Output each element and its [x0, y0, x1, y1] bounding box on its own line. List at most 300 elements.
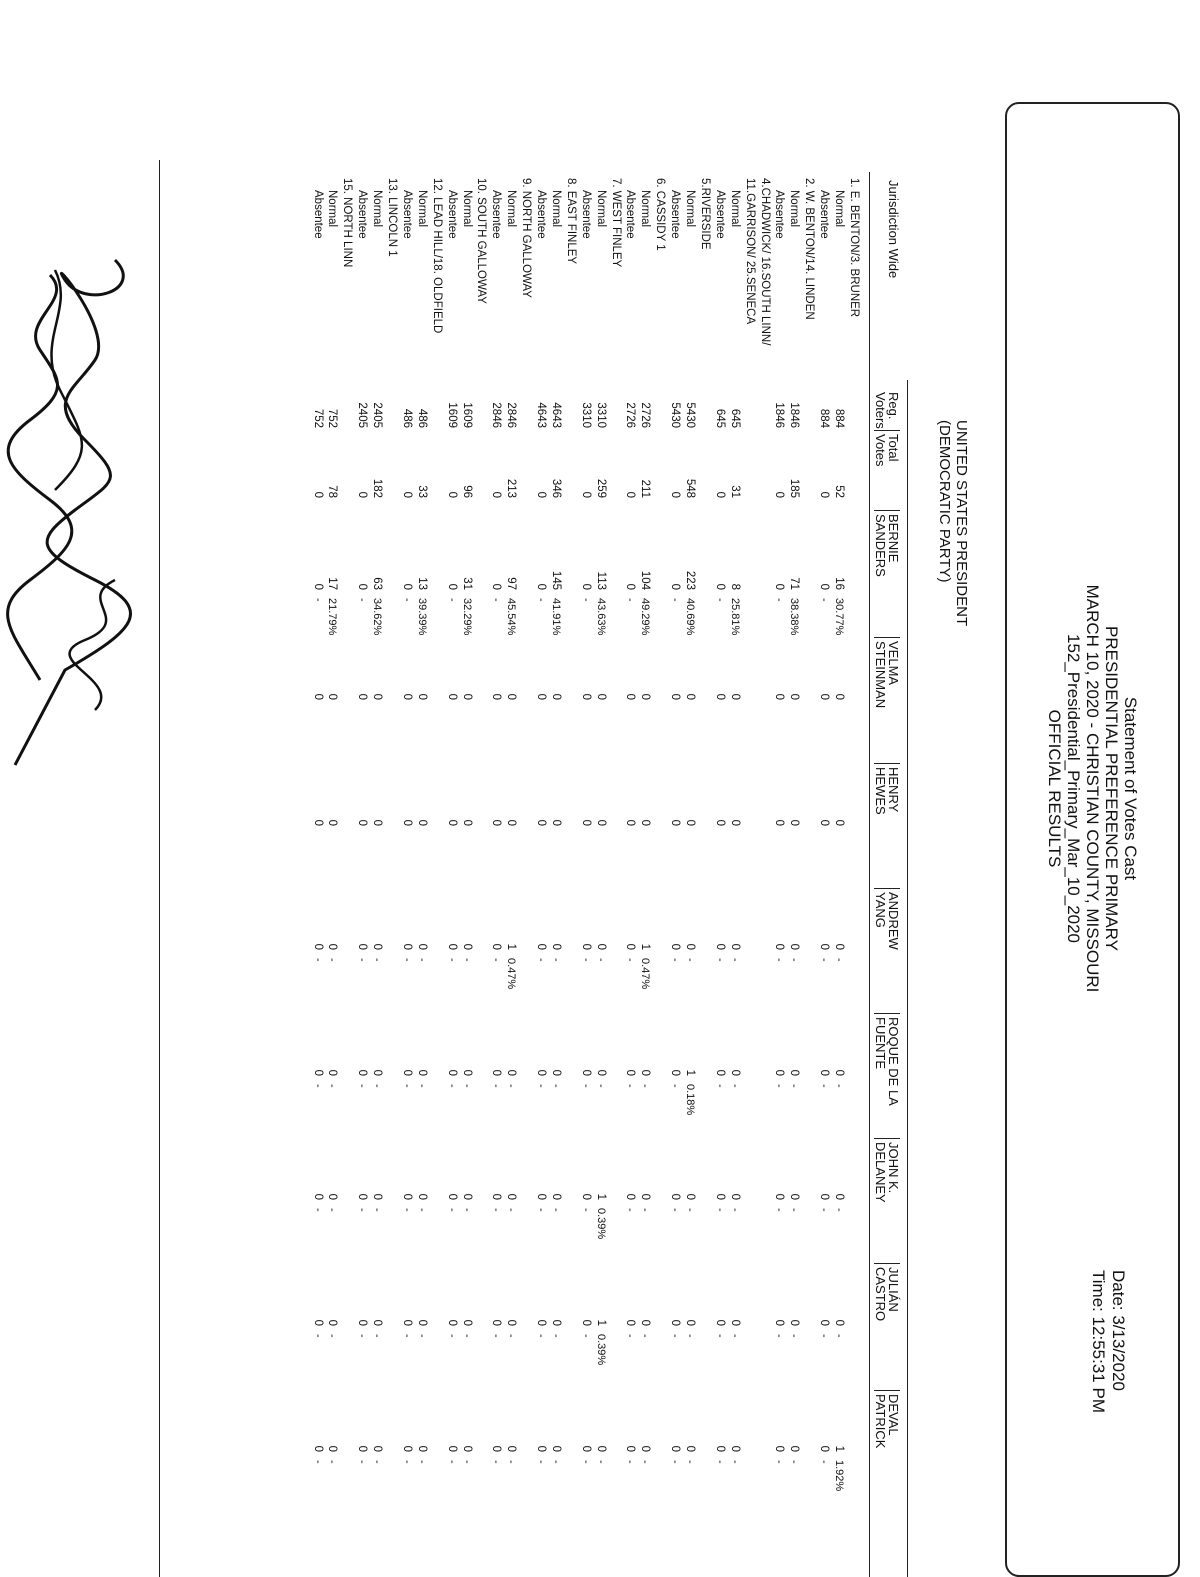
cell-yang-percent: - — [728, 958, 741, 962]
col-sanders: BERNIE SANDERS — [874, 510, 900, 577]
cell-fuente-percent: - — [550, 1084, 562, 1088]
cell-hewes: 0 — [311, 819, 324, 826]
table-row — [354, 0, 368, 1577]
cell-patrick-percent: - — [356, 1460, 369, 1464]
cell-castro: 0 — [356, 1319, 369, 1326]
col-steinman: VELMA STEINMAN — [874, 637, 900, 708]
cell-reg: 2846 — [505, 402, 518, 428]
cell-fuente-percent: - — [773, 1084, 786, 1088]
cell-castro-percent: - — [728, 1334, 741, 1338]
cell-patrick: 0 — [371, 1445, 384, 1452]
col-yang: ANDREW YANG — [874, 888, 900, 950]
row-label: Normal — [505, 190, 518, 228]
cell-sanders: 63 — [371, 577, 384, 590]
cell-total: 185 — [788, 478, 801, 498]
cell-steinman: 0 — [401, 693, 413, 700]
cell-patrick: 0 — [579, 1445, 592, 1452]
cell-yang-percent: - — [773, 958, 786, 962]
table-row — [816, 0, 830, 1577]
cell-delaney: 0 — [490, 1193, 503, 1200]
cell-delaney: 0 — [639, 1193, 652, 1200]
cell-castro: 0 — [669, 1319, 682, 1326]
cell-yang-percent: - — [594, 958, 607, 962]
cell-yang-percent: - — [713, 958, 726, 962]
cell-fuente-percent: - — [713, 1084, 726, 1088]
row-label: 7. WEST FINLEY — [609, 178, 622, 268]
cell-patrick-percent: - — [773, 1460, 786, 1464]
cell-yang-percent: - — [326, 958, 339, 962]
cell-steinman: 0 — [728, 693, 741, 700]
cell-delaney: 0 — [356, 1193, 369, 1200]
cell-yang: 0 — [371, 943, 384, 950]
row-label: 10. SOUTH GALLOWAY — [475, 178, 488, 304]
cell-fuente: 0 — [311, 1069, 324, 1076]
precinct-header-row — [801, 0, 815, 1577]
row-label: Normal — [371, 190, 384, 228]
cell-patrick: 0 — [356, 1445, 369, 1452]
cell-fuente: 0 — [460, 1069, 473, 1076]
cell-hewes: 0 — [371, 819, 384, 826]
cell-yang: 0 — [415, 943, 428, 950]
cell-fuente-percent: - — [728, 1084, 741, 1088]
row-label: 13. LINCOLN 1 — [386, 178, 399, 257]
cell-fuente: 0 — [550, 1069, 562, 1076]
cell-sanders-percent: 34.62% — [371, 598, 384, 636]
cell-reg: 2405 — [356, 402, 369, 428]
cell-delaney: 0 — [460, 1193, 473, 1200]
cell-hewes: 0 — [401, 819, 413, 826]
row-label: Absentee — [624, 190, 637, 239]
cell-reg: 4643 — [550, 402, 562, 428]
cell-castro-percent: - — [326, 1334, 339, 1338]
cell-steinman: 0 — [639, 693, 652, 700]
cell-yang: 0 — [624, 943, 637, 950]
cell-fuente-percent: - — [490, 1084, 503, 1088]
cell-total: 78 — [326, 485, 339, 498]
cell-patrick-percent: - — [818, 1460, 831, 1464]
cell-sanders: 0 — [535, 583, 548, 590]
col-castro: JULIÁN CASTRO — [874, 1263, 900, 1321]
cell-steinman: 0 — [624, 693, 637, 700]
cell-castro: 0 — [326, 1319, 339, 1326]
cell-hewes: 0 — [773, 819, 786, 826]
cell-castro-percent: - — [579, 1334, 592, 1338]
cell-castro-percent: - — [311, 1334, 324, 1338]
cell-delaney: 0 — [445, 1193, 458, 1200]
cell-total: 0 — [401, 491, 413, 498]
row-label: Normal — [728, 190, 741, 228]
cell-patrick: 0 — [326, 1445, 339, 1452]
precinct-header-row — [757, 0, 771, 1577]
cell-patrick-percent: - — [535, 1460, 548, 1464]
cell-castro-percent: - — [401, 1334, 413, 1338]
cell-patrick: 1 — [833, 1445, 846, 1452]
cell-delaney: 0 — [728, 1193, 741, 1200]
cell-total: 211 — [639, 479, 652, 498]
cell-patrick-percent: - — [401, 1460, 413, 1464]
cell-sanders-percent: - — [401, 598, 413, 602]
cell-fuente: 0 — [356, 1069, 369, 1076]
cell-patrick: 0 — [311, 1445, 324, 1452]
row-label: Absentee — [311, 190, 324, 239]
cell-delaney-percent: - — [684, 1208, 697, 1212]
cell-delaney-percent: - — [490, 1208, 503, 1212]
cell-castro-percent: - — [415, 1334, 428, 1338]
table-row — [533, 0, 547, 1577]
cell-fuente: 0 — [624, 1069, 637, 1076]
cell-hewes: 0 — [639, 819, 652, 826]
cell-delaney: 0 — [788, 1193, 801, 1200]
cell-delaney-percent: - — [669, 1208, 682, 1212]
row-label: Normal — [326, 190, 339, 228]
cell-fuente: 0 — [669, 1069, 682, 1076]
row-label: Normal — [788, 190, 801, 228]
cell-castro: 0 — [415, 1319, 428, 1326]
cell-castro: 0 — [371, 1319, 384, 1326]
cell-delaney-percent: - — [311, 1208, 324, 1212]
cell-fuente: 0 — [639, 1069, 652, 1076]
cell-steinman: 0 — [326, 693, 339, 700]
cell-steinman: 0 — [713, 693, 726, 700]
report-time: Time: 12:55:31 PM — [1089, 1270, 1108, 1413]
cell-sanders: 0 — [445, 583, 458, 590]
cell-steinman: 0 — [311, 693, 324, 700]
cell-yang-percent: - — [624, 958, 637, 962]
cell-patrick: 0 — [535, 1445, 548, 1452]
cell-fuente: 1 — [684, 1069, 697, 1076]
row-label: Absentee — [445, 190, 458, 239]
cell-fuente-percent: - — [356, 1084, 369, 1088]
cell-sanders: 104 — [639, 570, 652, 590]
table-bottom-rule — [159, 160, 160, 1577]
cell-castro: 0 — [788, 1319, 801, 1326]
cell-castro-percent: - — [371, 1334, 384, 1338]
cell-yang: 0 — [669, 943, 682, 950]
cell-patrick-percent: - — [594, 1460, 607, 1464]
cell-total: 0 — [713, 491, 726, 498]
table-row — [727, 0, 741, 1577]
cell-fuente-percent: - — [818, 1084, 831, 1088]
cell-yang: 0 — [833, 943, 846, 950]
cell-yang-percent: - — [445, 958, 458, 962]
cell-patrick: 0 — [594, 1445, 607, 1452]
table-row — [772, 0, 786, 1577]
cell-sanders: 8 — [728, 583, 741, 590]
row-label: Absentee — [773, 190, 786, 239]
cell-reg: 2846 — [490, 402, 503, 428]
cell-hewes: 0 — [624, 819, 637, 826]
cell-hewes: 0 — [490, 819, 503, 826]
cell-castro-percent: - — [818, 1334, 831, 1338]
table-row — [712, 0, 726, 1577]
cell-reg: 3310 — [594, 402, 607, 428]
row-label: 2. W. BENTON/14. LINDEN — [803, 178, 816, 320]
cell-patrick-percent: - — [624, 1460, 637, 1464]
cell-steinman: 0 — [579, 693, 592, 700]
cell-castro: 0 — [579, 1319, 592, 1326]
cell-steinman: 0 — [594, 693, 607, 700]
cell-steinman: 0 — [490, 693, 503, 700]
cell-patrick: 0 — [713, 1445, 726, 1452]
cell-steinman: 0 — [535, 693, 548, 700]
cell-hewes: 0 — [684, 819, 697, 826]
cell-yang-percent: - — [818, 958, 831, 962]
cell-hewes: 0 — [326, 819, 339, 826]
cell-hewes: 0 — [594, 819, 607, 826]
cell-patrick-percent: - — [505, 1460, 518, 1464]
cell-sanders-percent: - — [669, 598, 682, 602]
cell-hewes: 0 — [788, 819, 801, 826]
cell-sanders: 0 — [490, 583, 503, 590]
cell-castro: 0 — [773, 1319, 786, 1326]
cell-steinman: 0 — [684, 693, 697, 700]
cell-sanders: 0 — [311, 583, 324, 590]
row-label: 6. CASSIDY 1 — [654, 178, 667, 251]
cell-hewes: 0 — [579, 819, 592, 826]
row-label: 1. E. BENTON/3. BRUNER — [848, 178, 860, 318]
cell-total: 182 — [371, 478, 384, 498]
row-label: Absentee — [490, 190, 503, 239]
cell-castro: 0 — [728, 1319, 741, 1326]
cell-patrick-percent: - — [371, 1460, 384, 1464]
cell-delaney: 0 — [550, 1193, 562, 1200]
report-election-name: PRESIDENTIAL PREFERENCE PRIMARY — [1102, 626, 1121, 951]
cell-yang-percent: - — [833, 958, 846, 962]
cell-steinman: 0 — [550, 693, 562, 700]
cell-delaney-percent: - — [535, 1208, 548, 1212]
cell-yang-percent: - — [550, 958, 562, 962]
cell-patrick-percent: - — [579, 1460, 592, 1464]
cell-yang-percent: - — [356, 958, 369, 962]
cell-patrick: 0 — [773, 1445, 786, 1452]
cell-fuente-percent: - — [505, 1084, 518, 1088]
cell-patrick: 0 — [550, 1445, 562, 1452]
cell-patrick-percent: - — [639, 1460, 652, 1464]
precinct-header-row — [518, 0, 532, 1577]
cell-fuente-percent: - — [401, 1084, 413, 1088]
cell-yang: 1 — [639, 943, 652, 950]
cell-delaney-percent: - — [818, 1208, 831, 1212]
cell-hewes: 0 — [669, 819, 682, 826]
row-label: Normal — [833, 190, 846, 228]
cell-fuente: 0 — [371, 1069, 384, 1076]
cell-reg: 5430 — [669, 402, 682, 428]
cell-delaney-percent: - — [415, 1208, 428, 1212]
precinct-header-row — [339, 0, 353, 1577]
cell-castro: 0 — [550, 1319, 562, 1326]
cell-castro-percent: 0.39% — [594, 1334, 607, 1366]
cell-total: 0 — [356, 491, 369, 498]
cell-total: 213 — [505, 478, 518, 498]
cell-delaney: 0 — [326, 1193, 339, 1200]
col-patrick: DEVAL PATRICK — [874, 1390, 900, 1448]
cell-fuente-percent: - — [639, 1084, 652, 1088]
precinct-header-row — [697, 0, 711, 1577]
cell-castro: 0 — [535, 1319, 548, 1326]
cell-castro-percent: - — [788, 1334, 801, 1338]
cell-hewes: 0 — [818, 819, 831, 826]
jurisdiction-header: Jurisdiction Wide — [886, 180, 901, 279]
cell-patrick-percent: - — [788, 1460, 801, 1464]
cell-yang: 0 — [773, 943, 786, 950]
cell-patrick: 0 — [669, 1445, 682, 1452]
cell-total: 0 — [818, 491, 831, 498]
cell-castro-percent: - — [669, 1334, 682, 1338]
row-label: Normal — [460, 190, 473, 228]
row-label: 15. NORTH LINN — [341, 178, 354, 268]
cell-sanders: 145 — [550, 570, 562, 590]
cell-yang: 0 — [713, 943, 726, 950]
cell-reg: 884 — [818, 408, 831, 428]
cell-patrick: 0 — [624, 1445, 637, 1452]
row-label: Normal — [415, 190, 428, 228]
cell-delaney: 0 — [401, 1193, 413, 1200]
cell-hewes: 0 — [535, 819, 548, 826]
cell-steinman: 0 — [788, 693, 801, 700]
cell-patrick: 0 — [684, 1445, 697, 1452]
cell-castro-percent: - — [684, 1334, 697, 1338]
cell-yang: 0 — [579, 943, 592, 950]
cell-steinman: 0 — [415, 693, 428, 700]
cell-fuente: 0 — [535, 1069, 548, 1076]
cell-patrick-percent: - — [550, 1460, 562, 1464]
row-label: 8. EAST FINLEY — [564, 178, 577, 265]
cell-delaney: 0 — [833, 1193, 846, 1200]
row-label: 5.RIVERSIDE — [699, 178, 711, 250]
cell-delaney-percent: - — [624, 1208, 637, 1212]
cell-castro: 0 — [624, 1319, 637, 1326]
cell-delaney-percent: - — [445, 1208, 458, 1212]
table-row — [623, 0, 637, 1577]
cell-castro: 0 — [713, 1319, 726, 1326]
cell-delaney: 0 — [371, 1193, 384, 1200]
cell-delaney-percent: - — [326, 1208, 339, 1212]
cell-yang: 0 — [535, 943, 548, 950]
table-row — [786, 0, 800, 1577]
cell-steinman: 0 — [773, 693, 786, 700]
cell-total: 0 — [624, 491, 637, 498]
row-label: Absentee — [535, 190, 548, 239]
cell-sanders: 0 — [818, 583, 831, 590]
cell-fuente: 0 — [505, 1069, 518, 1076]
cell-fuente-percent: - — [311, 1084, 324, 1088]
contest-title: UNITED STATES PRESIDENT (DEMOCRATIC PARTY) — [936, 420, 970, 627]
row-label: 4.CHADWICK/ 16.SOUTH LINN/ — [758, 178, 771, 346]
cell-reg: 2726 — [639, 402, 652, 428]
cell-reg: 486 — [401, 408, 413, 428]
cell-yang: 0 — [818, 943, 831, 950]
cell-sanders: 0 — [669, 583, 682, 590]
cell-reg: 4643 — [535, 402, 548, 428]
cell-hewes: 0 — [713, 819, 726, 826]
cell-total: 0 — [445, 491, 458, 498]
cell-reg: 1846 — [773, 402, 786, 428]
cell-sanders-percent: 32.29% — [460, 598, 473, 636]
cell-sanders-percent: - — [624, 598, 637, 602]
cell-sanders-percent: - — [535, 598, 548, 602]
cell-hewes: 0 — [505, 819, 518, 826]
col-fuente: ROQUE DE LA FUENTE — [874, 1013, 900, 1106]
cell-reg: 5430 — [684, 402, 697, 428]
cell-castro: 0 — [684, 1319, 697, 1326]
cell-hewes: 0 — [460, 819, 473, 826]
cell-delaney: 0 — [311, 1193, 324, 1200]
precinct-header-row — [652, 0, 666, 1577]
cell-fuente-percent: 0.18% — [684, 1084, 697, 1116]
report-election-date: MARCH 10, 2020 - CHRISTIAN COUNTY, MISSOURI — [1083, 584, 1102, 993]
cell-yang: 0 — [326, 943, 339, 950]
cell-patrick-percent: - — [445, 1460, 458, 1464]
cell-sanders-percent: 39.39% — [415, 598, 428, 636]
cell-patrick: 0 — [505, 1445, 518, 1452]
cell-delaney-percent: - — [639, 1208, 652, 1212]
cell-fuente: 0 — [445, 1069, 458, 1076]
cell-patrick-percent: - — [684, 1460, 697, 1464]
cell-reg: 752 — [326, 408, 339, 428]
cell-sanders-percent: - — [579, 598, 592, 602]
cell-sanders: 0 — [356, 583, 369, 590]
cell-fuente-percent: - — [624, 1084, 637, 1088]
cell-sanders: 113 — [594, 571, 607, 590]
cell-castro: 0 — [505, 1319, 518, 1326]
cell-reg: 1609 — [460, 402, 473, 428]
precinct-header-row — [742, 0, 756, 1577]
col-reg-voters: Reg. Voters — [873, 392, 901, 429]
cell-castro: 0 — [401, 1319, 413, 1326]
cell-fuente-percent: - — [326, 1084, 339, 1088]
cell-sanders-percent: 30.77% — [833, 598, 846, 636]
cell-total: 52 — [833, 485, 846, 498]
precinct-header-row — [608, 0, 622, 1577]
cell-delaney-percent: - — [773, 1208, 786, 1212]
cell-yang: 0 — [490, 943, 503, 950]
cell-fuente: 0 — [788, 1069, 801, 1076]
precinct-header-row — [474, 0, 488, 1577]
cell-total: 96 — [460, 485, 473, 498]
cell-fuente-percent: - — [669, 1084, 682, 1088]
cell-steinman: 0 — [505, 693, 518, 700]
cell-fuente: 0 — [490, 1069, 503, 1076]
cell-delaney-percent: 0.39% — [594, 1208, 607, 1240]
cell-castro-percent: - — [833, 1334, 846, 1338]
cell-sanders-percent: - — [713, 598, 726, 602]
cell-delaney: 0 — [415, 1193, 428, 1200]
cell-sanders: 0 — [579, 583, 592, 590]
cell-castro-percent: - — [535, 1334, 548, 1338]
signature-2 — [0, 270, 80, 690]
report-file-name: 152_Presidential_Primary_Mar_10_2020 — [1064, 633, 1083, 944]
row-label: Absentee — [356, 190, 369, 239]
report-date: Date: 3/13/2020 — [1109, 1270, 1128, 1391]
cell-hewes: 0 — [415, 819, 428, 826]
cell-fuente: 0 — [713, 1069, 726, 1076]
table-row — [399, 0, 413, 1577]
cell-patrick-percent: - — [311, 1460, 324, 1464]
cell-total: 0 — [579, 491, 592, 498]
cell-yang-percent: - — [788, 958, 801, 962]
cell-fuente-percent: - — [371, 1084, 384, 1088]
row-label: 12. LEAD HILL/18. OLDFIELD — [430, 178, 443, 334]
cell-delaney-percent: - — [550, 1208, 562, 1212]
cell-castro-percent: - — [773, 1334, 786, 1338]
row-label: Absentee — [818, 190, 831, 239]
cell-reg: 1609 — [445, 402, 458, 428]
cell-total: 0 — [311, 491, 324, 498]
cell-delaney-percent: - — [505, 1208, 518, 1212]
cell-hewes: 0 — [445, 819, 458, 826]
cell-steinman: 0 — [818, 693, 831, 700]
row-label: Normal — [550, 190, 562, 228]
